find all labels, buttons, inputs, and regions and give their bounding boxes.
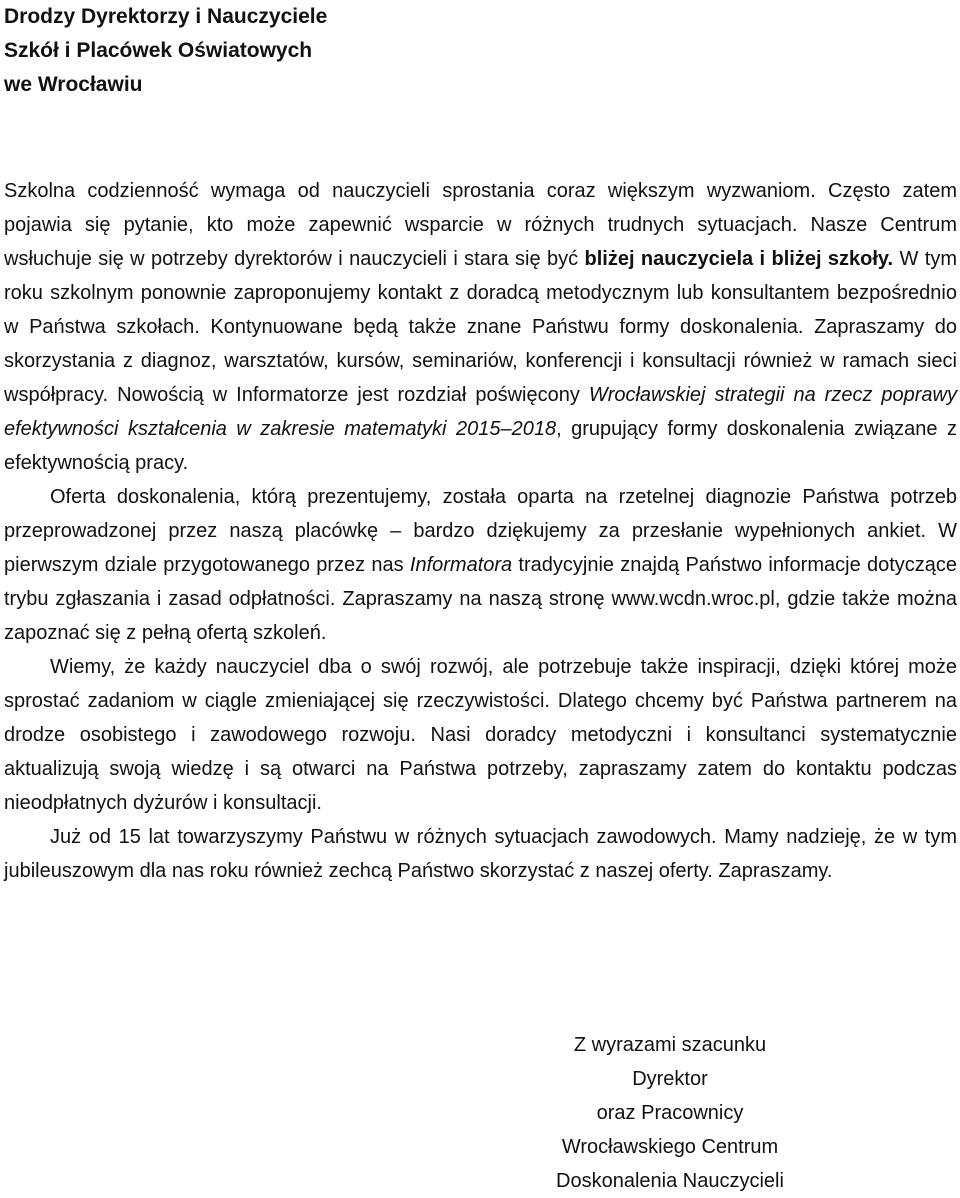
- paragraph-2-text-a: Oferta doskonalenia, którą prezentujemy, została oparta na rzetelnej diagnozie Państwa potrzeb przeprowadzonej przez naszą placówkę – bardzo dziękujemy za przesłanie wypełnionych ankiet. W pierwszym dziale przygotowanego przez nas: [4, 486, 957, 576]
- signature-line: Doskonalenia Nauczycieli: [556, 1170, 784, 1192]
- paragraph-1-bold-phrase: bliżej nauczyciela i bliżej szkoły.: [584, 248, 894, 270]
- signature-block: [520, 1028, 820, 1198]
- signature-line: Wrocławskiego Centrum: [561, 1136, 779, 1158]
- salutation-line: we Wrocławiu: [4, 73, 143, 96]
- paragraph-1-text-a: Szkolna codzienność wymaga od nauczycieli sprostania coraz większym wyzwaniom. Często zatem pojawia się pytanie, kto może zapewnić wsparcie w różnych trudnych sytuacjach. Nasze Centrum wsłuchuje się w potrzeby dyrektorów i nauczycieli i stara się być: [4, 180, 957, 270]
- paragraph-4: Już od 15 lat towarzyszymy Państwu w różnych sytuacjach zawodowych. Mamy nadzieję, że w tym jubileuszowym dla nas roku również zechcą Państwo skorzystać z naszej oferty. Zapraszamy.: [4, 826, 957, 882]
- paragraph-2-italic-title: Informatora: [409, 554, 513, 576]
- paragraph-2-text-b: tradycyjnie znajdą Państwo informacje dotyczące trybu zgłaszania i zasad odpłatności. Zapraszamy na naszą stronę www.wcdn.wroc.pl, gdzie także można zapoznać się z pełną ofertą szkoleń.: [4, 554, 957, 644]
- paragraph-2: [4, 480, 957, 650]
- salutation-line: Szkół i Placówek Oświatowych: [4, 39, 313, 62]
- paragraph-1-text-b: W tym roku szkolnym ponownie zaproponujemy kontakt z doradcą metodycznym lub konsultantem bezpośrednio w Państwa szkołach. Kontynuowane będą także znane Państwu formy doskonalenia. Zapraszamy do skorzystania z diagnoz, warsztatów, kursów, seminariów, konferencji i konsultacji również w ramach sieci współpracy. Nowością w Informatorze jest rozdział poświęcony: [4, 248, 957, 406]
- paragraph-3: Wiemy, że każdy nauczyciel dba o swój rozwój, ale potrzebuje także inspiracji, dzięki której może sprostać zadaniom w ciągle zmieniającej się rzeczywistości. Dlatego chcemy być Państwa partnerem na drodze osobistego i zawodowego rozwoju. Nasi doradcy metodyczni i konsultanci systematycznie aktualizują swoją wiedzę i są otwarci na Państwa potrzeby, zapraszamy zatem do kontaktu podczas nieodpłatnych dyżurów i konsultacji.: [4, 656, 957, 814]
- salutation-heading: [4, 0, 957, 102]
- paragraph-1: [4, 174, 957, 480]
- paragraph-1-italic-title: Wrocławskiej strategii na rzecz poprawy efektywności kształcenia w zakresie matematyki 2015–2018: [4, 384, 957, 440]
- signature-line: oraz Pracownicy: [596, 1102, 744, 1124]
- letter-body: [4, 174, 957, 888]
- paragraph-1-text-c: , grupujący formy doskonalenia związane z efektywnością pracy.: [4, 418, 958, 474]
- signature-line: Dyrektor: [632, 1068, 708, 1090]
- signature-line: Z wyrazami szacunku: [573, 1034, 767, 1056]
- salutation-line: Drodzy Dyrektorzy i Nauczyciele: [4, 5, 328, 28]
